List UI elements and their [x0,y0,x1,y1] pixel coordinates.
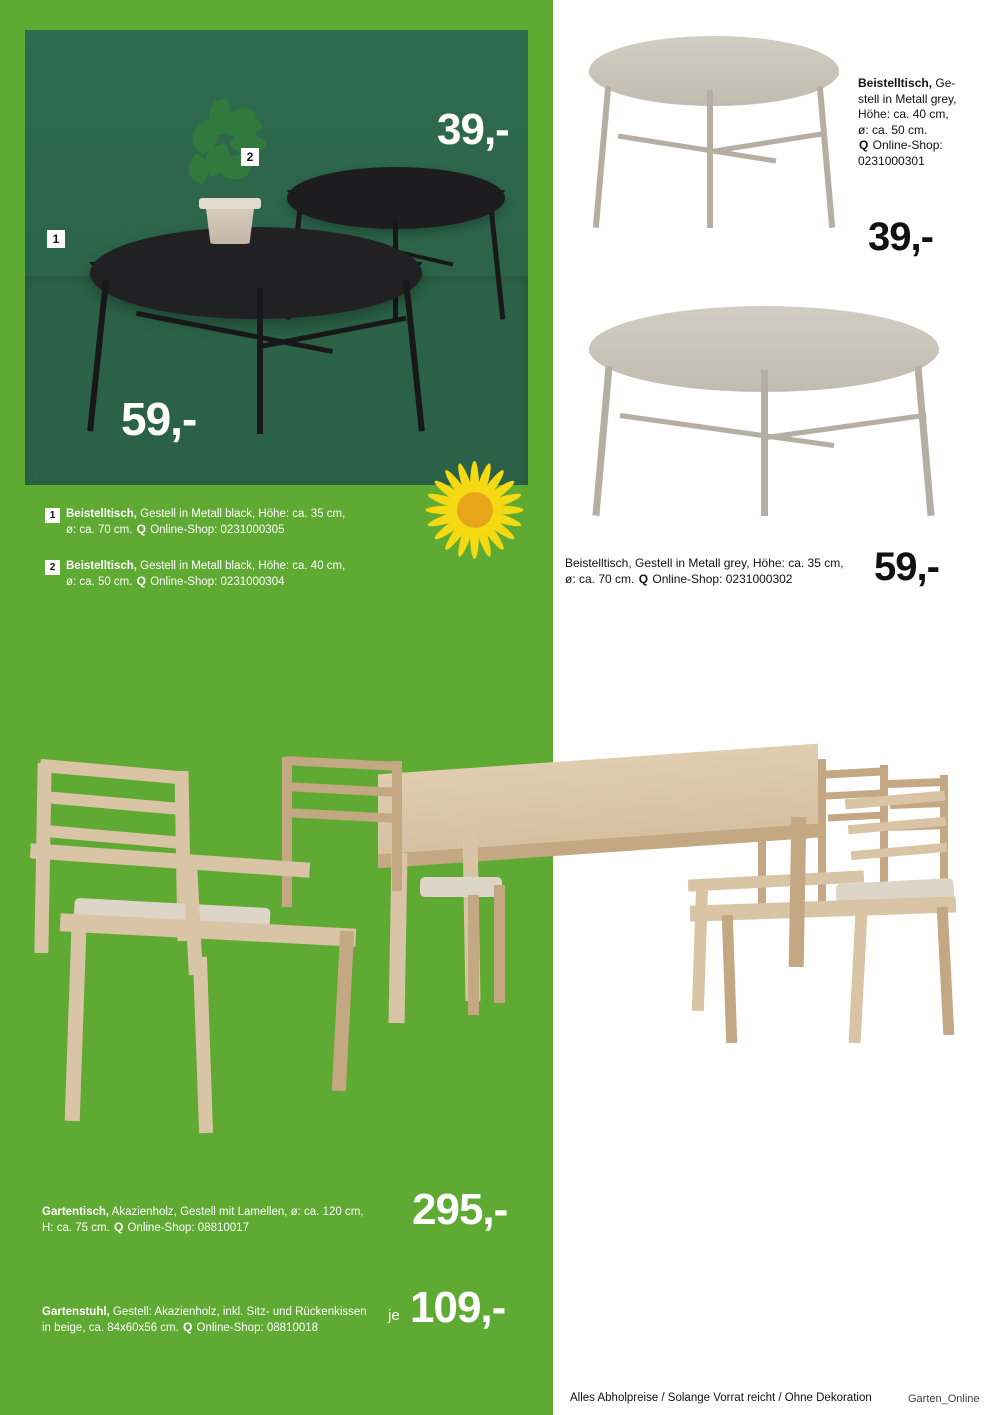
price-right-item-1: 39,- [868,215,933,259]
table-brace [763,413,926,441]
table-leg [707,90,713,228]
caption-badge-1: 1 [45,508,60,523]
online-shop-icon: Q [113,1220,124,1234]
caption-item-2-shop: Online-Shop: 0231000304 [147,576,285,588]
caption-item-1-shop: Online-Shop: 0231000305 [147,524,285,536]
table-leg [593,86,611,228]
table-brace [709,131,826,154]
plant-pot-rim [199,198,261,209]
price-bottom-item-1: 295,- [412,1185,508,1234]
chair-leg [65,931,87,1121]
online-shop-icon: Q [136,522,147,536]
caption-badge-2: 2 [45,560,60,575]
online-shop-icon: Q [183,1320,193,1334]
chair-leg [332,931,354,1092]
chair-post [818,759,826,909]
caption-item-1-desc: Gestell in Metall black, Höhe: ca. 35 cm, [136,508,346,520]
caption-right-2-shop: Online-Shop: 0231000302 [649,572,793,586]
product-photo-grey-small [575,28,845,273]
footer-disclaimer: Alles Abholpreise / Solange Vorrat reicht / Ohne Dekoration [570,1392,872,1404]
footer-section-label: Garten_Online [908,1393,980,1405]
caption-bottom-1-desc2: H: ca. 75 cm. [42,1222,113,1234]
caption-item-1-desc2: ø: ca. 70 cm. [66,524,136,536]
garden-table-leg [789,817,807,967]
hero-badge-2: 2 [241,148,259,166]
caption-right-1-line2: stell in Metall grey, [858,91,957,106]
caption-item-1-name: Beistelltisch, [66,508,137,520]
caption-right-item-1 [858,76,990,169]
chair-slat [286,756,398,771]
caption-bottom-item-2 [42,1305,392,1336]
caption-right-1-shop-label: Online-Shop: [869,138,943,152]
chair-post [282,757,292,907]
caption-bottom-1-name: Gartentisch, [42,1206,110,1218]
chair-leg [193,957,213,1133]
caption-right-item-2 [565,555,865,587]
caption-bottom-item-1 [42,1205,392,1236]
table-leg [817,86,835,228]
hero-price-small-table: 39,- [437,105,509,154]
chair-post [392,761,402,891]
caption-bottom-2-shop: Online-Shop: 08810018 [193,1322,319,1334]
table-leg [592,366,612,516]
plant-leaves [175,100,295,210]
caption-item-2-desc: Gestell in Metall black, Höhe: ca. 40 cm, [136,560,346,572]
table-leg [257,288,263,434]
caption-item-2 [66,559,466,590]
online-shop-icon: Q [638,572,649,586]
hero-badge-1: 1 [47,230,65,248]
hero-product-photo [25,30,528,485]
chair-cushion [420,877,502,897]
caption-bottom-1-desc: Akazienholz, Gestell mit Lamellen, ø: ca. 120 cm, [109,1206,364,1218]
chair-leg [494,885,505,1003]
caption-right-2-name: Beistelltisch, [565,556,632,570]
caption-right-2-desc2: ø: ca. 70 cm. [565,572,638,586]
table-leg [914,366,934,516]
table-brace [618,134,777,164]
caption-bottom-2-desc2: in beige, ca. 84x60x56 cm. [42,1322,182,1334]
caption-bottom-2-desc: Gestell: Akazienholz, inkl. Sitz- und Rückenkissen [109,1306,367,1318]
caption-right-1-line1: Ge- [932,76,956,90]
caption-right-1-line3: Höhe: ca. 40 cm, [858,107,949,121]
price-bottom-2-prefix: je [388,1307,400,1324]
hero-price-large-table: 59,- [121,393,197,445]
table-leg [761,370,768,516]
online-shop-icon: Q [136,574,147,588]
caption-bottom-2-name: Gartenstuhl, [42,1306,110,1318]
caption-item-2-desc2: ø: ca. 50 cm. [66,576,136,588]
online-shop-icon: Q [859,138,869,152]
chair-armrest [30,843,310,877]
price-bottom-item-2: 109,- [410,1283,506,1332]
caption-right-1-name: Beistelltisch, [858,76,933,90]
green-panel-caption [0,1140,553,1415]
caption-right-2-desc: Gestell in Metall grey, Höhe: ca. 35 cm, [631,556,844,570]
caption-bottom-1-shop: Online-Shop: 08810017 [124,1222,249,1234]
price-right-item-2: 59,- [874,545,939,589]
caption-right-1-shop-number: 0231000301 [858,153,925,168]
chair-slat [44,791,181,815]
caption-right-1-line4: ø: ca. 50 cm. [858,122,928,137]
chair-front-left-backrest [40,759,181,784]
side-table-large-top [90,227,422,319]
chair-leg [468,895,479,1015]
caption-item-1 [66,507,466,538]
product-photo-grey-large [575,300,945,545]
caption-item-2-name: Beistelltisch, [66,560,137,572]
garden-furniture-scene [0,735,1000,1165]
